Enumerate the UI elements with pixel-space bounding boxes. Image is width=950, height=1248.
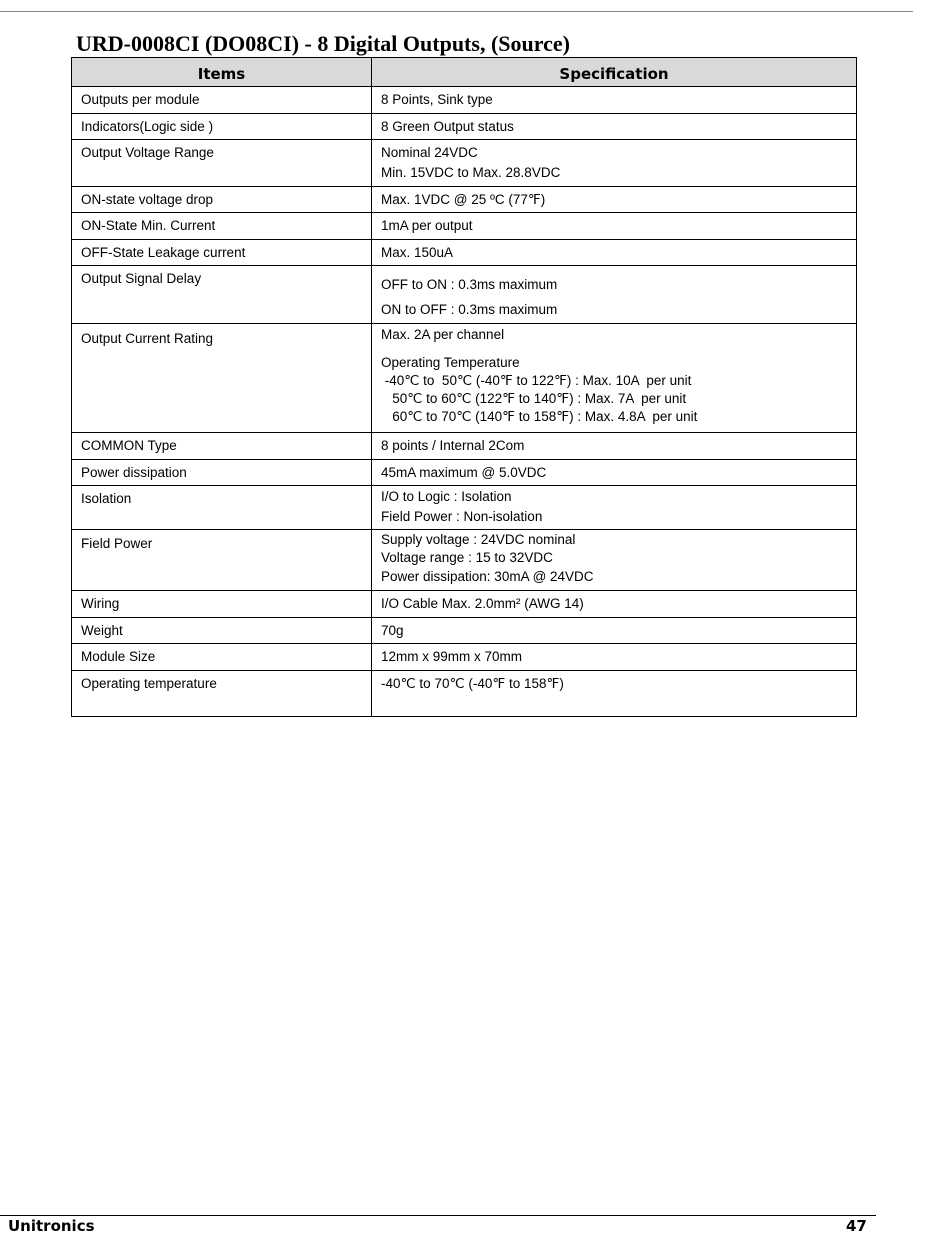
spec-line: Power dissipation: 30mA @ 24VDC: [381, 569, 594, 584]
page-number: 47: [846, 1217, 867, 1235]
item-cell: COMMON Type: [72, 433, 372, 460]
table-row: [72, 486, 857, 530]
page-title: URD-0008CI (DO08CI) - 8 Digital Outputs, (Source): [76, 31, 570, 56]
spec-line: 70g: [381, 623, 404, 638]
spec-cell: [372, 324, 857, 433]
table-row: [72, 324, 857, 433]
spec-line: Max. 150uA: [381, 245, 454, 260]
top-divider: [0, 11, 913, 12]
spec-line: ON to OFF : 0.3ms maximum: [381, 302, 558, 317]
spec-cell: [372, 530, 857, 591]
spec-line: Max. 2A per channel: [381, 327, 505, 342]
spec-cell: [372, 644, 857, 671]
item-cell: ON-State Min. Current: [72, 213, 372, 240]
spec-cell: [372, 240, 857, 266]
spec-line: 8 Points, Sink type: [381, 92, 493, 107]
spec-table: [71, 57, 857, 717]
spec-line: 45mA maximum @ 5.0VDC: [381, 465, 547, 480]
table-row: [72, 460, 857, 486]
item-cell: Module Size: [72, 644, 372, 671]
spec-cell: [372, 591, 857, 618]
spec-line: Nominal 24VDC: [381, 145, 478, 160]
item-cell: Isolation: [72, 486, 372, 530]
spec-cell: [372, 618, 857, 644]
spec-line: Operating Temperature: [381, 355, 520, 370]
spec-line: 60℃ to 70℃ (140℉ to 158℉) : Max. 4.8A per unit: [381, 409, 698, 424]
table-row: [72, 618, 857, 644]
spec-line: 8 Green Output status: [381, 119, 514, 134]
table-row: [72, 213, 857, 240]
spec-cell: [372, 187, 857, 213]
header-specification: Specification: [372, 58, 857, 87]
spec-line: 8 points / Internal 2Com: [381, 438, 525, 453]
item-cell: Wiring: [72, 591, 372, 618]
table-row: [72, 591, 857, 618]
header-items: Items: [72, 58, 372, 87]
spec-line: OFF to ON : 0.3ms maximum: [381, 277, 558, 292]
item-cell: [72, 530, 372, 591]
spec-line: Supply voltage : 24VDC nominal: [381, 532, 576, 547]
spec-line: I/O Cable Max. 2.0mm² (AWG 14): [381, 596, 584, 611]
spec-cell: [372, 671, 857, 717]
spec-cell: [372, 460, 857, 486]
item-cell: Indicators(Logic side ): [72, 114, 372, 140]
spec-line: 1mA per output: [381, 218, 473, 233]
item-cell: Output Voltage Range: [72, 140, 372, 187]
item-cell: OFF-State Leakage current: [72, 240, 372, 266]
table-row: [72, 433, 857, 460]
spec-line: Voltage range : 15 to 32VDC: [381, 550, 553, 565]
spec-line: -40℃ to 50℃ (-40℉ to 122℉) : Max. 10A per unit: [381, 373, 692, 388]
spec-cell: [372, 87, 857, 114]
item-cell: [72, 324, 372, 433]
item-label: Output Current Rating: [81, 331, 214, 346]
item-cell: Outputs per module: [72, 87, 372, 114]
table-row: [72, 530, 857, 591]
item-cell: ON-state voltage drop: [72, 187, 372, 213]
table-row: [72, 644, 857, 671]
footer-brand: Unitronics: [8, 1217, 95, 1235]
spec-cell: [372, 433, 857, 460]
spec-line: -40℃ to 70℃ (-40℉ to 158℉): [381, 676, 564, 691]
item-cell: Power dissipation: [72, 460, 372, 486]
item-cell: Weight: [72, 618, 372, 644]
spec-line: I/O to Logic : Isolation: [381, 489, 512, 504]
item-cell: Operating temperature: [72, 671, 372, 717]
table-header-row: [72, 58, 857, 87]
spec-line: 12mm x 99mm x 70mm: [381, 649, 523, 664]
table-row: [72, 266, 857, 324]
table-row: [72, 87, 857, 114]
spec-line: Field Power : Non-isolation: [381, 509, 543, 524]
item-cell: Output Signal Delay: [72, 266, 372, 324]
table-row: [72, 187, 857, 213]
footer-divider: [0, 1215, 876, 1216]
table-row: [72, 240, 857, 266]
item-label: Field Power: [81, 536, 153, 551]
spec-cell: [372, 213, 857, 240]
spec-cell: [372, 486, 857, 530]
spec-cell: [372, 140, 857, 187]
spec-line: Max. 1VDC @ 25 ºC (77℉): [381, 192, 546, 207]
table-row: [72, 671, 857, 717]
spec-cell: [372, 114, 857, 140]
table-row: [72, 114, 857, 140]
spec-line: 50℃ to 60℃ (122℉ to 140℉) : Max. 7A per unit: [381, 391, 687, 406]
spec-line: Min. 15VDC to Max. 28.8VDC: [381, 165, 561, 180]
table-row: [72, 140, 857, 187]
spec-cell: [372, 266, 857, 324]
